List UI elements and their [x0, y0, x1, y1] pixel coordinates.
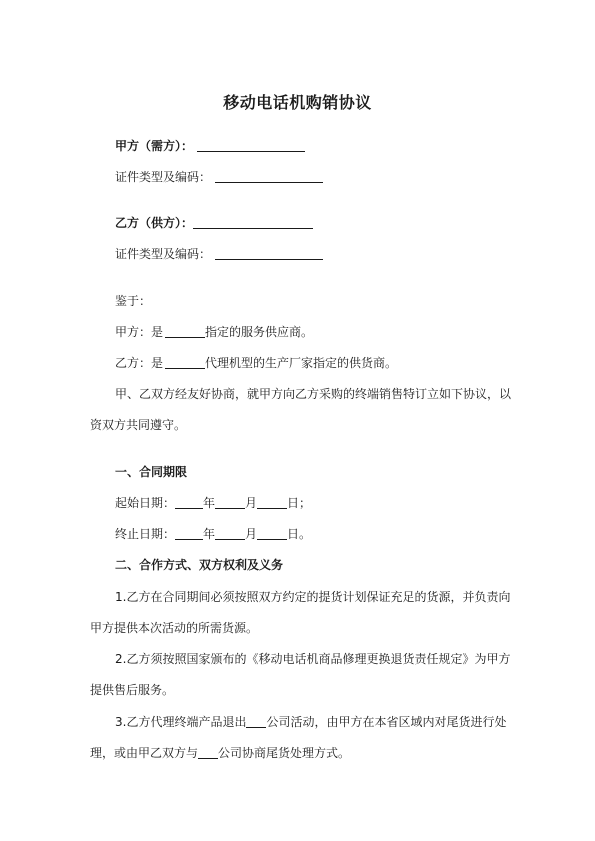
item-3-line-2-b: 公司协商尾货处理方式。 [218, 746, 351, 760]
start-month-blank [215, 495, 245, 509]
party-b-line [115, 215, 313, 231]
item-2-line-2: 提供售后服务。 [90, 683, 175, 697]
start-year-blank [175, 495, 203, 509]
party-b-id-line [115, 246, 323, 262]
end-year-blank [175, 526, 203, 540]
party-a-id-label: 证件类型及编码： [115, 170, 212, 184]
recital-a-suffix: 指定的服务供应商。 [205, 325, 314, 339]
recital-heading: 鉴于： [115, 294, 152, 308]
party-a-blank [197, 138, 305, 152]
end-month-blank [215, 526, 245, 540]
end-date-label: 终止日期： [115, 527, 176, 541]
document-title: 移动电话机购销协议 [223, 93, 372, 112]
party-a-line [115, 138, 305, 154]
party-b-id-blank [215, 246, 323, 260]
end-day-blank [257, 526, 287, 540]
item-1-line-1: 1.乙方在合同期间必须按照双方约定的提货计划保证充足的货源，并负责向 [115, 590, 511, 604]
item-3-line-2-a: 理，或由甲乙双方与 [90, 746, 199, 760]
item-2-line-1: 2.乙方须按照国家颁布的《移动电话机商品修理更换退货责任规定》为甲方 [115, 652, 511, 666]
recital-b-blank [165, 355, 205, 369]
end-day-unit: 日。 [287, 527, 312, 541]
recital-a-blank [165, 324, 205, 338]
start-date-line [115, 495, 311, 511]
recital-party-a [115, 324, 313, 340]
start-day-unit: 日； [287, 496, 312, 510]
party-b-blank [193, 215, 313, 229]
start-year-unit: 年 [203, 496, 216, 510]
start-date-label: 起始日期： [115, 496, 176, 510]
party-a-id-blank [215, 169, 323, 183]
item-1-line-2: 甲方提供本次活动的所需货源。 [90, 621, 259, 635]
agreement-line-2: 资双方共同遵守。 [90, 418, 187, 432]
start-month-unit: 月 [245, 496, 258, 510]
end-year-unit: 年 [203, 527, 216, 541]
item-3-line-1 [115, 714, 506, 730]
item-3-line-1-a: 3.乙方代理终端产品退出 [115, 715, 247, 729]
party-b-label: 乙方（供方）： [115, 216, 194, 230]
item-3-blank-1 [246, 714, 266, 728]
end-date-line [115, 526, 311, 542]
party-a-label: 甲方（需方）： [115, 139, 194, 153]
section-1-heading: 一、合同期限 [115, 465, 188, 479]
recital-b-suffix: 代理机型的生产厂家指定的供货商。 [205, 356, 398, 370]
recital-a-prefix: 甲方：是 [115, 325, 164, 339]
item-3-blank-2 [198, 745, 218, 759]
item-3-line-1-b: 公司活动，由甲方在本省区域内对尾货进行处 [266, 715, 507, 729]
recital-party-b [115, 355, 397, 371]
item-3-line-2 [90, 745, 350, 761]
section-2-heading: 二、合作方式、双方权利及义务 [115, 558, 284, 572]
end-month-unit: 月 [245, 527, 258, 541]
recital-b-prefix: 乙方：是 [115, 356, 164, 370]
agreement-line-1: 甲、乙双方经友好协商，就甲方向乙方采购的终端销售特订立如下协议，以 [115, 387, 512, 401]
party-a-id-line [115, 169, 323, 185]
start-day-blank [257, 495, 287, 509]
party-b-id-label: 证件类型及编码： [115, 247, 212, 261]
